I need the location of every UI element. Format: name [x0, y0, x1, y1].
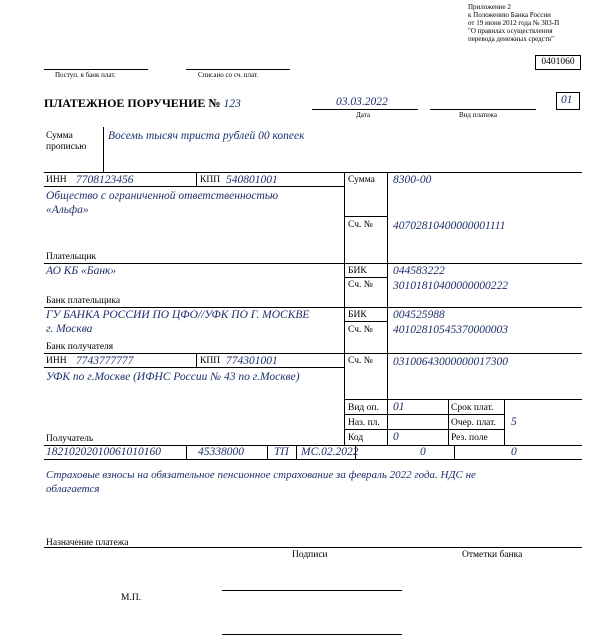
appendix-line: Приложение 2 — [468, 3, 511, 11]
recipient-label: Получатель — [46, 434, 94, 444]
tax-oktmo: 45338000 — [198, 446, 244, 458]
signatures-label: Подписи — [292, 550, 328, 560]
payer-kpp-label: КПП — [200, 175, 221, 185]
payer-bank-account: 30101810400000000222 — [393, 280, 508, 292]
document-date: 03.03.2022 — [336, 96, 388, 108]
tax-basis: ТП — [274, 446, 289, 458]
document-title — [44, 96, 241, 111]
recipient-kpp-label: КПП — [200, 356, 221, 366]
recipient-inn: 7743777777 — [76, 355, 134, 367]
ocher-value: 5 — [511, 416, 517, 428]
recipient-name: УФК по г.Москве (ИФНС России № 43 по г.Москве) — [46, 371, 300, 383]
payer-bank-label: Банк плательщика — [46, 296, 121, 306]
sum-label: Сумма — [348, 175, 375, 185]
signature-line-2 — [222, 634, 402, 635]
purpose-line2: облагается — [46, 483, 100, 495]
document-number: 123 — [223, 98, 241, 110]
purpose-line1: Страховые взносы на обязательное пенсионное страхование за февраль 2022 года. НДС не — [46, 469, 476, 481]
recipient-kpp: 774301001 — [226, 355, 278, 367]
recipient-account-label: Сч. № — [348, 356, 373, 366]
recipient-bank-account-label: Сч. № — [348, 325, 373, 335]
appendix-line: от 19 июня 2012 года № 383-П — [468, 19, 560, 27]
naz-pl-label: Наз. пл. — [348, 418, 380, 428]
payer-bank-bik-label: БИК — [348, 266, 367, 276]
appendix-line: "О правилах осуществления — [468, 27, 553, 35]
tax-doc-number: 0 — [420, 446, 426, 458]
payer-bank-account-label: Сч. № — [348, 280, 373, 290]
recipient-inn-label: ИНН — [46, 356, 67, 366]
purpose-label: Назначение платежа — [46, 538, 129, 548]
appendix-line: перевода денежных средств" — [468, 35, 555, 43]
status-code: 01 — [561, 94, 573, 106]
debited-label: Списано со сч. плат. — [198, 71, 259, 79]
received-label: Поступ. в банк плат. — [55, 71, 116, 79]
tax-doc-date: 0 — [511, 446, 517, 458]
payment-type-label: Вид платежа — [459, 111, 498, 119]
recipient-bank-label: Банк получателя — [46, 342, 114, 352]
recipient-bank-name-line1: ГУ БАНКА РОССИИ ПО ЦФО//УФК ПО Г. МОСКВЕ — [46, 309, 310, 321]
payer-bank-name: АО КБ «Банк» — [46, 265, 117, 277]
payer-inn-label: ИНН — [46, 175, 67, 185]
recipient-bank-bik-label: БИК — [348, 310, 367, 320]
amount-words-label-1: Сумма — [46, 131, 73, 141]
sum-value: 8300-00 — [393, 174, 432, 186]
tax-period: МС.02.2022 — [301, 446, 359, 458]
date-label: Дата — [356, 111, 370, 119]
bank-marks-label: Отметки банка — [462, 550, 523, 560]
payer-inn: 7708123456 — [76, 174, 134, 186]
tax-kbk: 18210202010061010160 — [46, 446, 161, 458]
payer-account: 40702810400000001111 — [393, 220, 506, 232]
signature-line-1 — [222, 590, 402, 591]
payer-account-label: Сч. № — [348, 220, 373, 230]
payer-label: Плательщик — [46, 252, 97, 262]
payer-name-line2: «Альфа» — [46, 204, 89, 216]
srok-label: Срок плат. — [451, 403, 494, 413]
amount-words-label-2: прописью — [46, 142, 87, 152]
appendix-line: к Положению Банка России — [468, 11, 551, 19]
kod-label: Код — [348, 433, 364, 443]
recipient-bank-account: 40102810545370000003 — [393, 324, 508, 336]
title-text: ПЛАТЕЖНОЕ ПОРУЧЕНИЕ № — [44, 96, 221, 110]
amount-words-value: Восемь тысяч триста рублей 00 копеек — [108, 130, 305, 142]
vid-op-label: Вид оп. — [348, 403, 379, 413]
payer-name-line1: Общество с ограниченной ответственностью — [46, 190, 279, 202]
kod-value: 0 — [393, 431, 399, 443]
rez-label: Рез. поле — [451, 433, 488, 443]
recipient-account: 03100643000000017300 — [393, 356, 508, 368]
payer-kpp: 540801001 — [226, 174, 278, 186]
payer-bank-bik: 044583222 — [393, 265, 445, 277]
appendix-note — [468, 3, 559, 43]
recipient-bank-bik: 004525988 — [393, 309, 445, 321]
amount-words-label — [46, 131, 86, 153]
recipient-bank-name-line2: г. Москва — [46, 323, 93, 335]
ocher-label: Очер. плат. — [451, 418, 496, 428]
form-code-box: 0401060 — [535, 55, 581, 70]
stamp-label: М.П. — [121, 593, 142, 603]
vid-op: 01 — [393, 401, 405, 413]
